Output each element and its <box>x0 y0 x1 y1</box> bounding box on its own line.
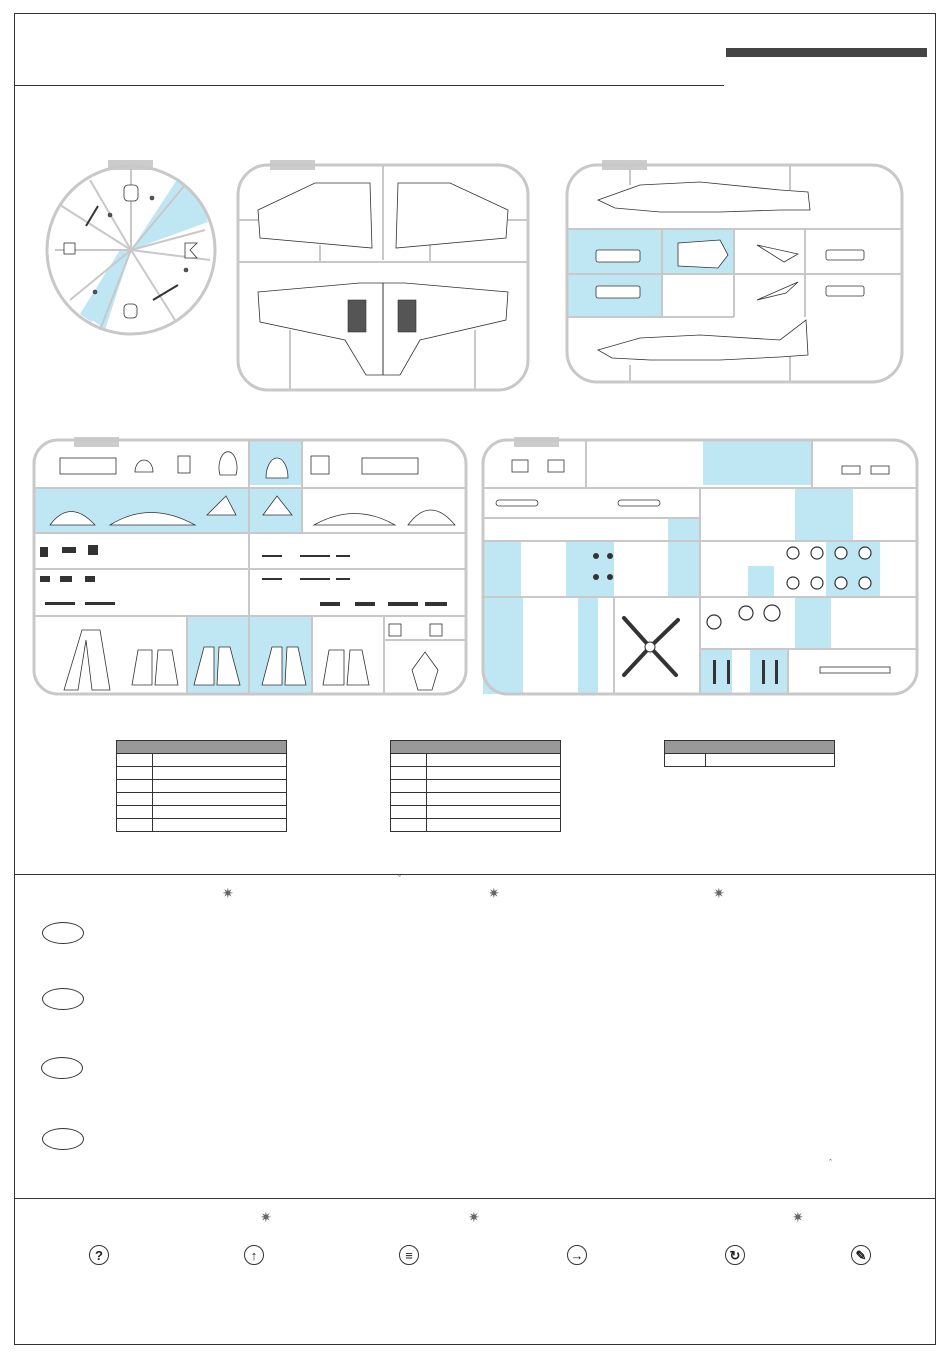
bullet-star: ✷ <box>713 885 725 901</box>
language-badge <box>42 1128 84 1150</box>
bullet-star: ✷ <box>468 1209 480 1225</box>
section-rule-legend <box>14 1198 936 1199</box>
sprue-c <box>567 160 902 382</box>
sprue-b <box>238 160 528 390</box>
striped-icon: ≡ <box>399 1245 419 1265</box>
sprue-d <box>34 437 466 694</box>
bullet-star: ✷ <box>260 1209 272 1225</box>
question-icon: ? <box>89 1245 109 1265</box>
language-badge <box>42 988 84 1010</box>
caron-mark: ˇ <box>398 874 401 884</box>
circumflex-mark: ˆ <box>829 1158 832 1168</box>
bullet-star: ✷ <box>792 1209 804 1225</box>
bullet-star: ✷ <box>222 885 234 901</box>
knife-icon: ✎ <box>851 1245 871 1265</box>
sprue-e <box>483 437 917 694</box>
paint-table-1 <box>116 740 287 832</box>
paint-table-3 <box>664 740 835 767</box>
language-badge <box>42 922 84 944</box>
bullet-star: ✷ <box>488 885 500 901</box>
paint-table-2 <box>390 740 561 832</box>
arrow-right-icon: → <box>567 1245 587 1265</box>
arrow-up-icon: ↑ <box>244 1245 264 1265</box>
section-rule-notes <box>14 874 936 875</box>
sprue-a <box>47 160 215 334</box>
rotate-icon: ↻ <box>725 1245 745 1265</box>
language-badge <box>41 1057 83 1079</box>
